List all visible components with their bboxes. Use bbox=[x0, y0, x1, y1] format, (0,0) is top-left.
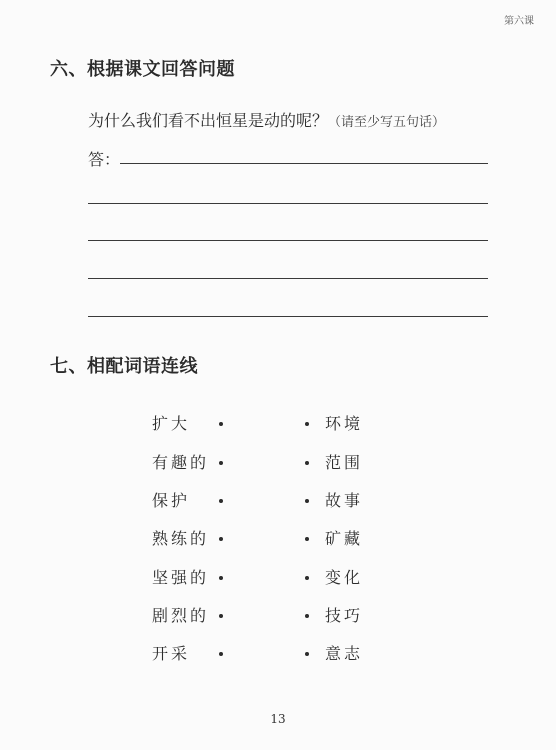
right-connection-dot[interactable] bbox=[305, 461, 309, 465]
right-connection-dot[interactable] bbox=[305, 652, 309, 656]
answer-line[interactable] bbox=[88, 278, 488, 279]
left-word: 开采 bbox=[152, 644, 191, 663]
left-connection-dot[interactable] bbox=[219, 614, 223, 618]
right-connection-dot[interactable] bbox=[305, 576, 309, 580]
left-connection-dot[interactable] bbox=[219, 576, 223, 580]
left-word: 保护 bbox=[152, 491, 191, 510]
section-seven-heading: 七、相配词语连线 bbox=[50, 356, 198, 377]
right-connection-dot[interactable] bbox=[305, 422, 309, 426]
question-text bbox=[88, 108, 508, 131]
answer-line[interactable] bbox=[88, 203, 488, 204]
answer-line[interactable] bbox=[120, 163, 488, 164]
match-row bbox=[0, 565, 556, 589]
left-connection-dot[interactable] bbox=[219, 499, 223, 503]
right-word: 意志 bbox=[325, 644, 364, 663]
right-word: 故事 bbox=[325, 491, 364, 510]
left-word: 熟练的 bbox=[152, 529, 210, 548]
left-word: 扩大 bbox=[152, 414, 191, 433]
question-note: （请至少写五句话） bbox=[328, 115, 446, 130]
question-main: 为什么我们看不出恒星是动的呢？ bbox=[88, 111, 329, 130]
right-word: 技巧 bbox=[325, 606, 364, 625]
left-connection-dot[interactable] bbox=[219, 652, 223, 656]
section-six-heading: 六、根据课文回答问题 bbox=[50, 59, 235, 80]
match-row bbox=[0, 411, 556, 435]
left-connection-dot[interactable] bbox=[219, 537, 223, 541]
left-word: 坚强的 bbox=[152, 568, 210, 587]
match-row bbox=[0, 526, 556, 550]
right-word: 变化 bbox=[325, 568, 364, 587]
left-connection-dot[interactable] bbox=[219, 422, 223, 426]
answer-line[interactable] bbox=[88, 240, 488, 241]
left-word: 剧烈的 bbox=[152, 606, 210, 625]
match-row bbox=[0, 641, 556, 665]
answer-line[interactable] bbox=[88, 316, 488, 317]
right-connection-dot[interactable] bbox=[305, 614, 309, 618]
right-word: 矿藏 bbox=[325, 529, 364, 548]
left-word: 有趣的 bbox=[152, 453, 210, 472]
match-row bbox=[0, 488, 556, 512]
right-word: 范围 bbox=[325, 453, 364, 472]
match-row bbox=[0, 450, 556, 474]
page-number: 13 bbox=[270, 712, 286, 726]
answer-label: 答： bbox=[88, 150, 121, 169]
right-connection-dot[interactable] bbox=[305, 499, 309, 503]
match-row bbox=[0, 603, 556, 627]
lesson-label: 第六课 bbox=[504, 16, 534, 27]
right-word: 环境 bbox=[325, 414, 364, 433]
right-connection-dot[interactable] bbox=[305, 537, 309, 541]
left-connection-dot[interactable] bbox=[219, 461, 223, 465]
